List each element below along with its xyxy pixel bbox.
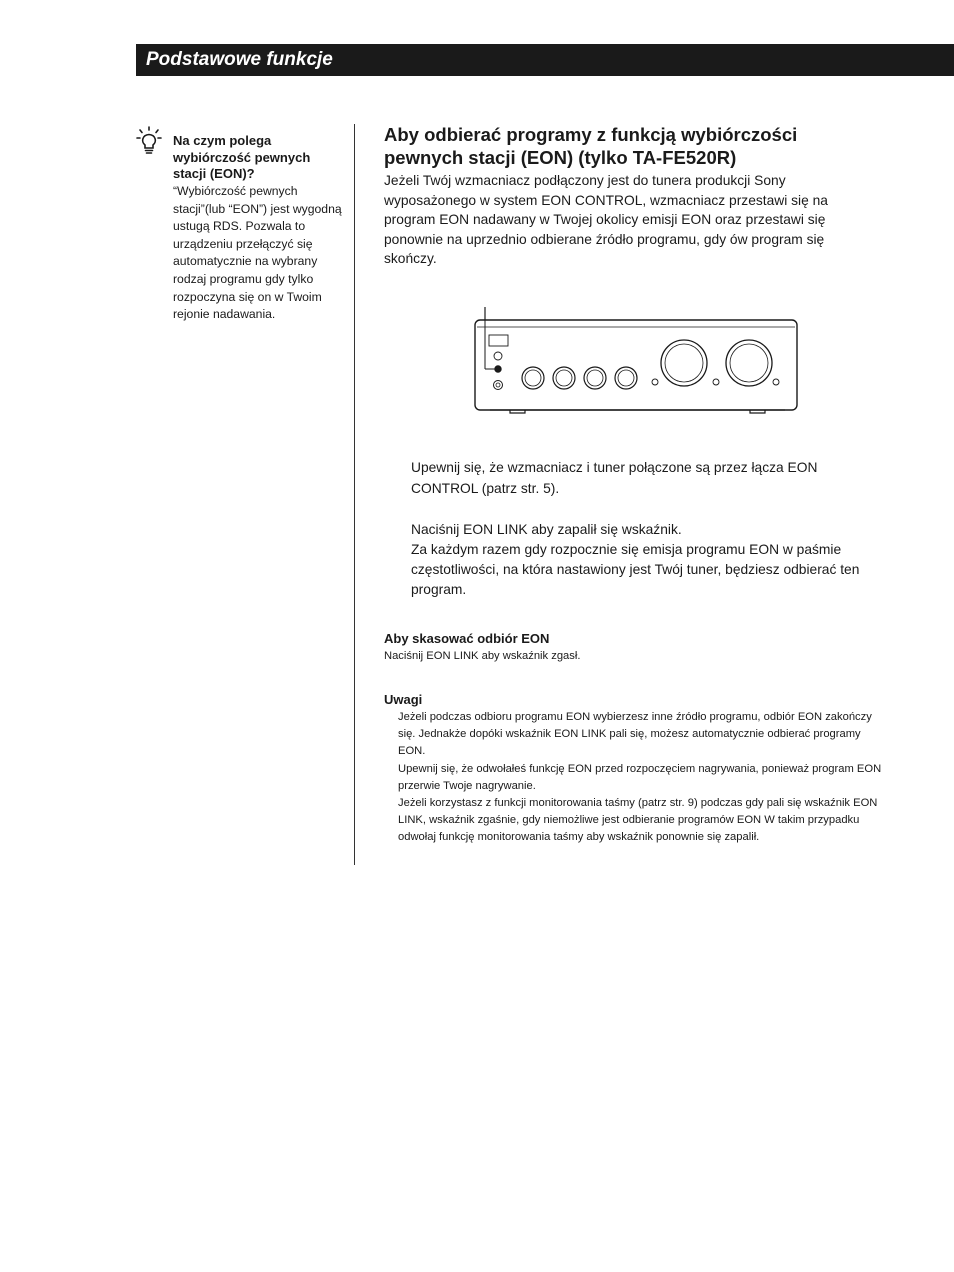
- section-title: Podstawowe funkcje: [146, 49, 333, 70]
- lightbulb-icon: [136, 126, 162, 156]
- step-2: [411, 520, 881, 600]
- notes-list: [398, 709, 888, 847]
- tip-body: “Wybiórczość pewnych stacji”(lub “EON”) jest wygodną ustugą RDS. Pozwala to urządzeniu przełączyć się automatycznie na wybrany rodzaj programu gdy tylko rozpoczyna się on w Twoim rejonie nadawania.: [173, 184, 342, 322]
- section-header: [136, 44, 954, 76]
- column-divider: [354, 124, 355, 865]
- note-item: Jeżeli podczas odbioru programu EON wybierzesz inne źródło programu, odbiór EON zakończy się. Jednakże dopóki wskaźnik EON LINK pali się, możesz automatycznie odbierać programy EON.: [398, 711, 872, 758]
- amplifier-front-panel-icon: [470, 300, 810, 425]
- step-1: Upewnij się, że wzmacniacz i tuner połączone są przez łącza EON CONTROL (patrz str. 5).: [411, 460, 818, 496]
- intro-paragraph: Jeżeli Twój wzmacniacz podłączony jest do tunera produkcji Sony wyposażonego w system EON CONTROL, wzmacniacz przestawi się na program EON nadawany w Twojej okolicy emisji EON oraz przestawi się ponownie na uprzednio odbierane źródło programu, gdy ów program się skończy.: [384, 173, 828, 266]
- cancel-title: Aby skasować odbiór EON: [384, 631, 550, 646]
- step-2-instruction: Naciśnij EON LINK aby zapalił się wskaźnik.: [411, 522, 682, 537]
- note-item: Upewnij się, że odwołałeś funkcję EON przed rozpoczęciem nagrywania, ponieważ program EON przerwie Twoje nagrywanie.: [398, 762, 882, 792]
- note-item: Jeżeli korzystasz z funkcji monitorowania taśmy (patrz str. 9) podczas gdy pali się wskaźnik EON LINK, wskaźnik zgaśnie, gdy niemożliwe jest odbieranie programów EON W takim przypadku odwołaj funkcję monitorowania taśmy aby wskaźnik ponownie się zapalił.: [398, 797, 878, 844]
- cancel-body: Naciśnij EON LINK aby wskaźnik zgasł.: [384, 650, 581, 662]
- tip-title: Na czym polega wybiórczość pewnych stacji (EON)?: [173, 133, 311, 181]
- step-2-detail: Za każdym razem gdy rozpocznie się emisja programu EON w paśmie częstotliwości, na która nastawiony jest Twój tuner, będziesz odbierać ten program.: [411, 542, 860, 597]
- main-title: Aby odbierać programy z funkcją wybiórczości pewnych stacji (EON) (tylko TA-FE520R): [384, 124, 798, 168]
- notes-title: Uwagi: [384, 692, 423, 707]
